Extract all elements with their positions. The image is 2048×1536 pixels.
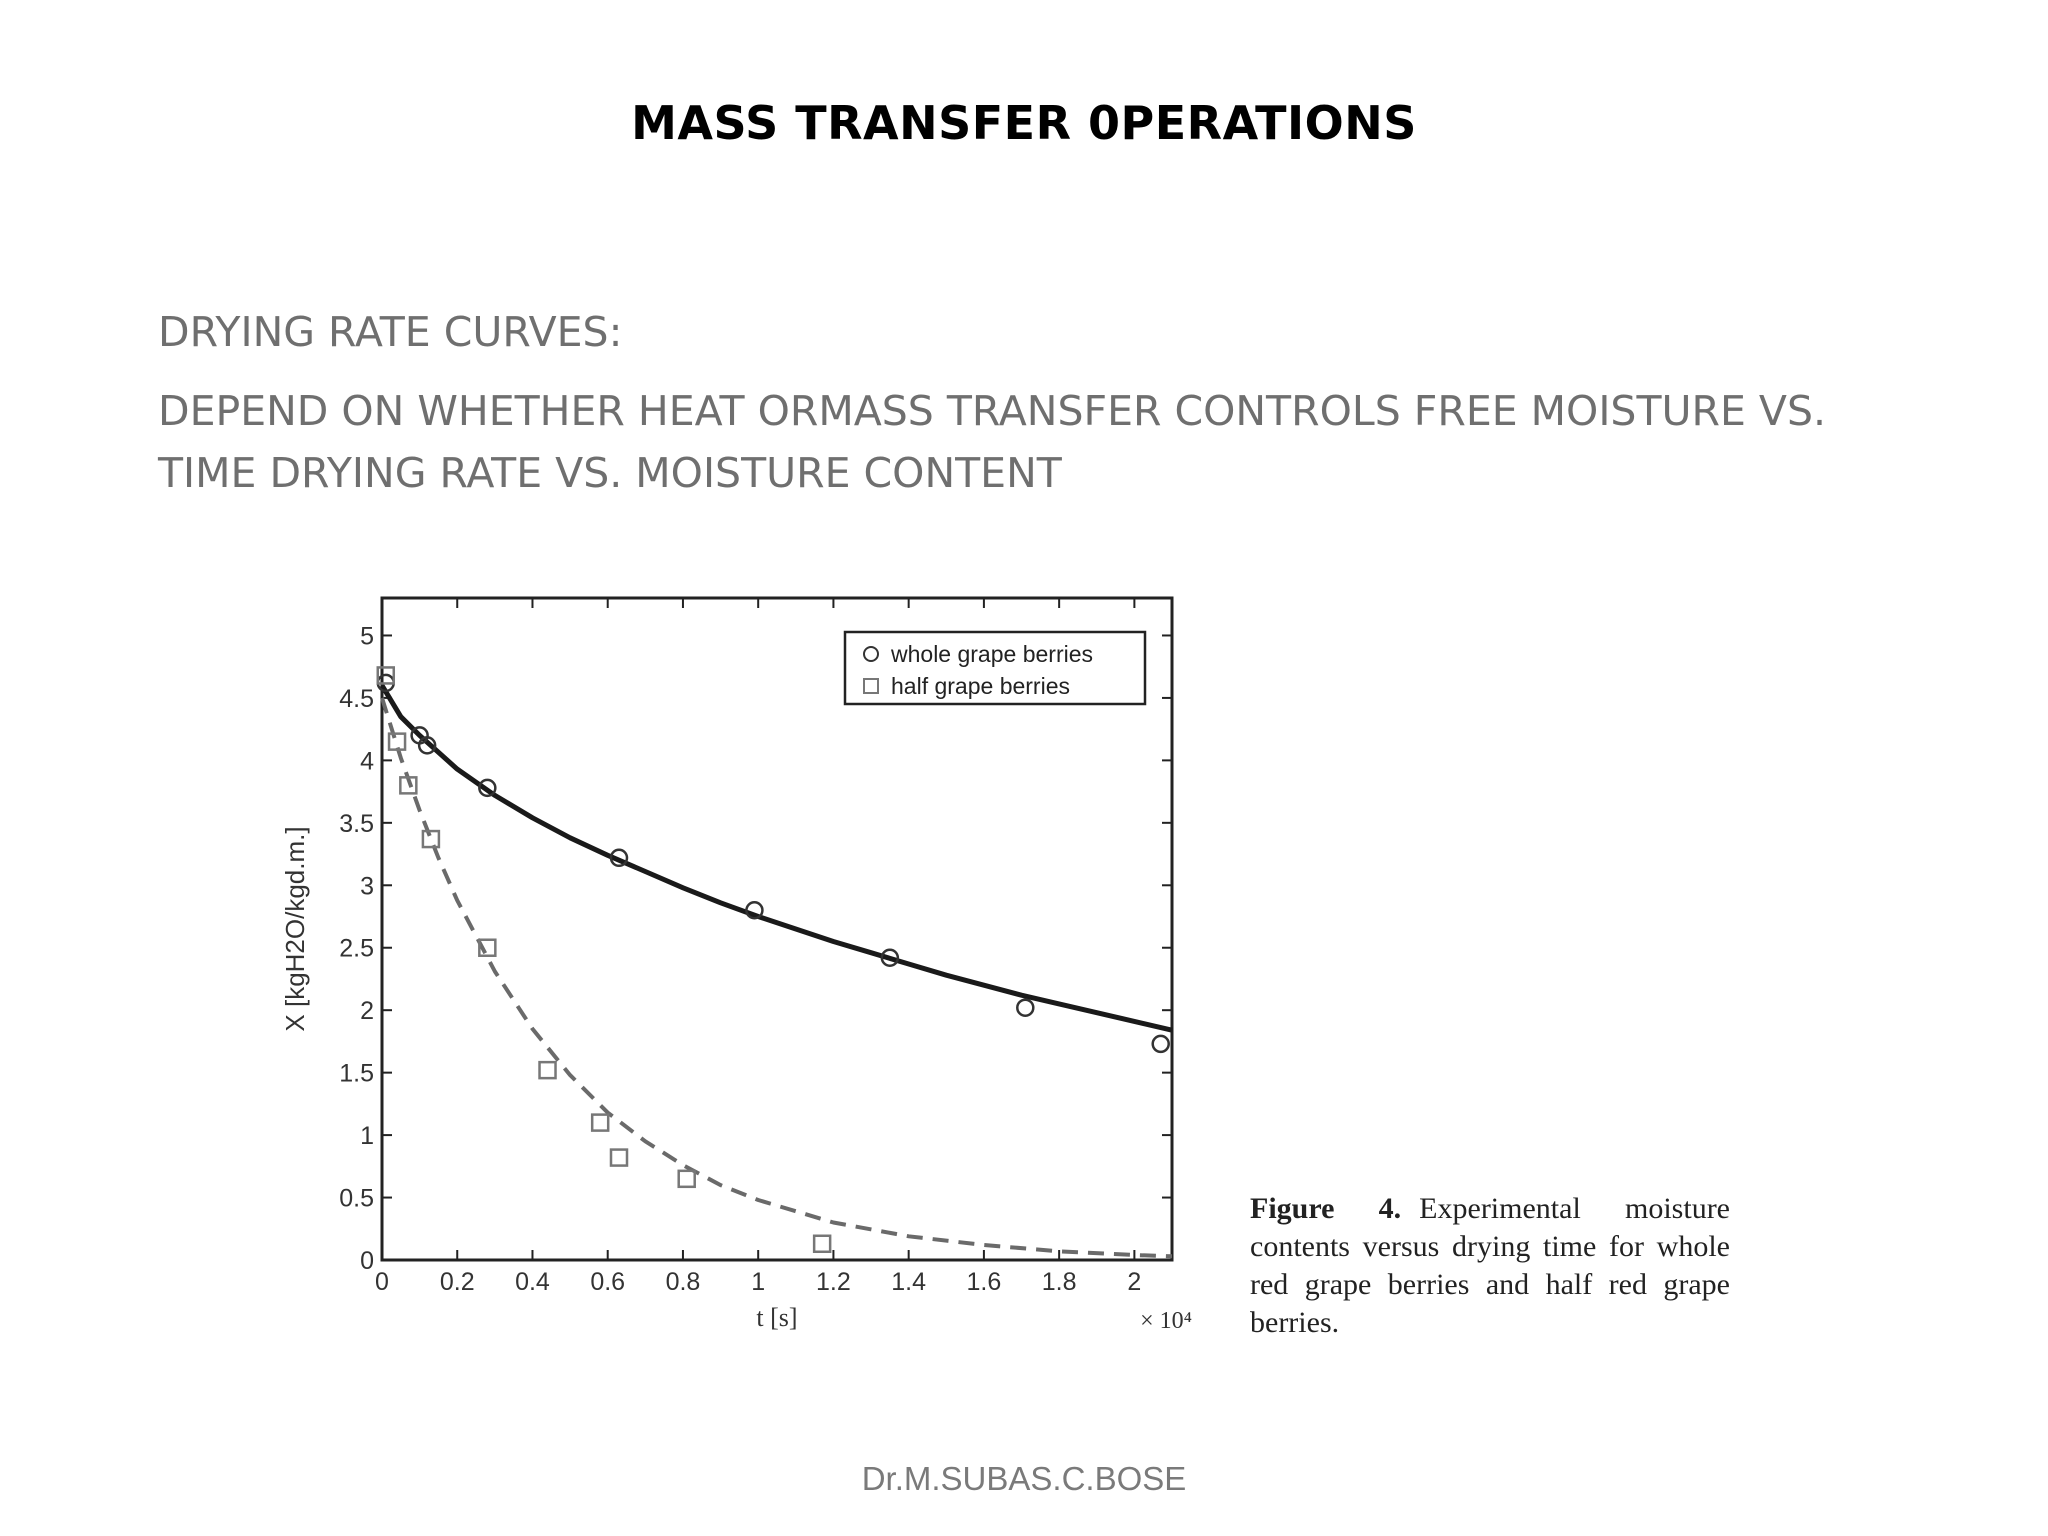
y-axis-label: X [kgH2O/kgd.m.] <box>280 826 310 1032</box>
y-tick-label: 4 <box>360 747 374 776</box>
legend-label: whole grape berries <box>891 641 1094 667</box>
y-tick-label: 5 <box>360 622 374 651</box>
point-half-grape <box>540 1062 556 1078</box>
point-half-grape <box>389 734 405 750</box>
x-tick-label: 1.2 <box>816 1268 851 1296</box>
x-tick-label: 0.8 <box>665 1268 701 1296</box>
y-tick-label: 1.5 <box>339 1059 374 1088</box>
y-tick-label: 0.5 <box>339 1184 374 1213</box>
chart-svg <box>270 580 1230 1360</box>
fit-line-whole-grape-berries <box>382 685 1172 1030</box>
x-tick-label: 0.6 <box>590 1268 626 1296</box>
fit-line-half-grape-berries <box>382 698 1172 1256</box>
y-tick-label: 2 <box>360 997 374 1026</box>
x-tick-label: 0.4 <box>515 1268 550 1296</box>
point-half-grape <box>814 1236 830 1252</box>
caption-label: Figure 4. <box>1250 1192 1402 1225</box>
point-whole-grape <box>1017 1000 1033 1016</box>
bullet-drying-rate-curves: DRYING RATE CURVES: <box>158 308 623 356</box>
caption-text: Experimental moisture contents versus drying time for whole red grape berries and half red grape berries. <box>1250 1192 1730 1339</box>
point-half-grape <box>611 1150 627 1166</box>
figure-caption <box>1250 1190 1730 1342</box>
x-tick-label: 1.8 <box>1041 1268 1077 1296</box>
x-tick-label: 0 <box>375 1268 389 1296</box>
x-axis-multiplier: × 10⁴ <box>1140 1308 1192 1334</box>
x-tick-label: 0.2 <box>439 1268 475 1296</box>
y-tick-label: 1 <box>360 1122 374 1151</box>
x-axis-label: t [s] <box>756 1303 798 1332</box>
slide-title: MASS TRANSFER 0PERATIONS <box>631 96 1417 150</box>
y-tick-label: 0 <box>360 1247 374 1275</box>
point-half-grape <box>592 1115 608 1131</box>
point-half-grape <box>679 1171 695 1187</box>
y-tick-label: 4.5 <box>339 684 374 713</box>
y-tick-label: 2.5 <box>339 934 374 963</box>
bullet-depend-description: DEPEND ON WHETHER HEAT ORMASS TRANSFER CONTROLS FREE MOISTURE VS. TIME DRYING RATE VS. MOISTURE CONTENT <box>158 387 1827 497</box>
y-tick-label: 3 <box>360 872 374 901</box>
point-whole-grape <box>1153 1036 1169 1052</box>
footer-author: Dr.M.SUBAS.C.BOSE <box>861 1460 1187 1497</box>
drying-curve-chart <box>270 580 1230 1360</box>
y-tick-label: 3.5 <box>339 809 374 838</box>
x-tick-label: 1.4 <box>891 1268 927 1296</box>
x-tick-label: 1 <box>751 1268 766 1296</box>
x-tick-label: 1.6 <box>966 1268 1002 1296</box>
x-tick-label: 2 <box>1127 1268 1142 1296</box>
legend-label: half grape berries <box>891 673 1070 699</box>
